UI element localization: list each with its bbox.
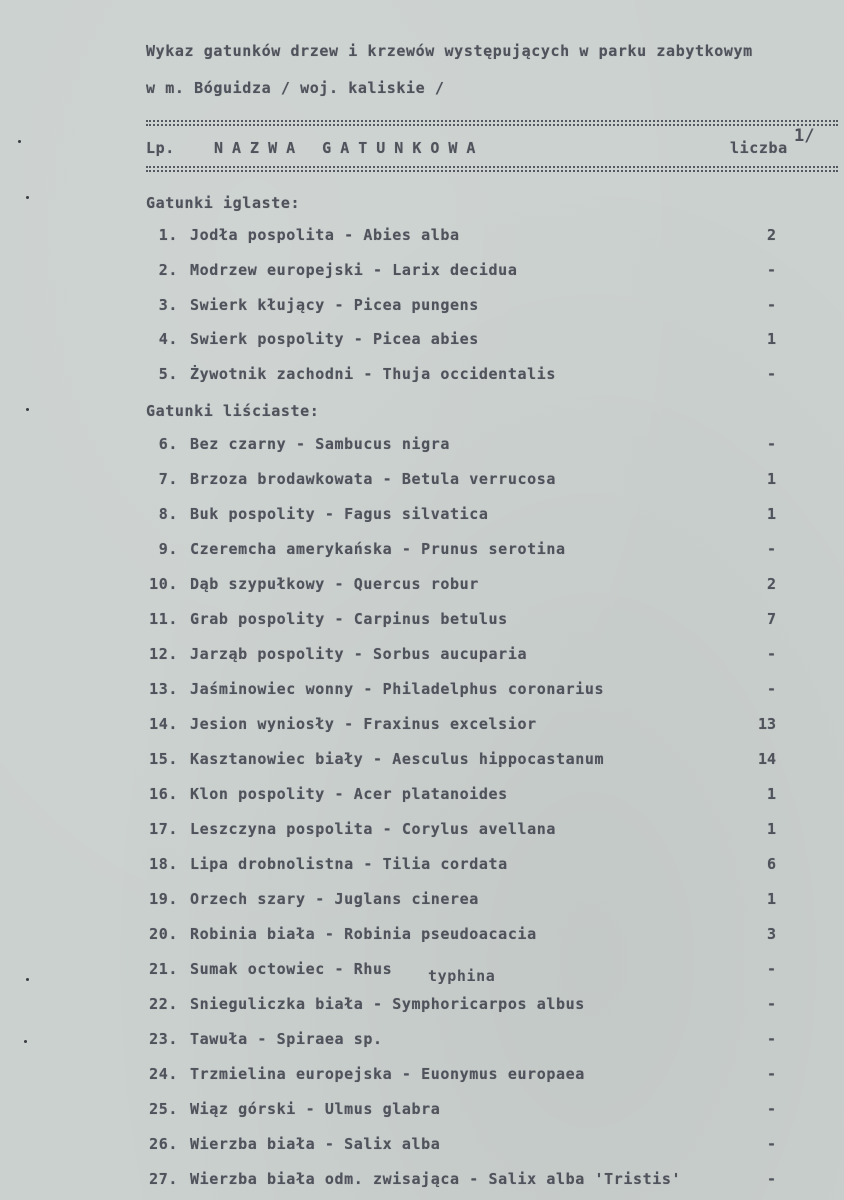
species-count: 1 — [766, 470, 776, 488]
row-number: 13. — [149, 680, 178, 698]
document-title-line1: Wykaz gatunków drzew i krzewów występujących w parku zabytkowym — [146, 42, 753, 60]
species-name: Snieguliczka biała - Symphoricarpos albus — [190, 995, 585, 1013]
species-name: Sumak octowiec - Rhus — [190, 960, 393, 978]
row-number: 18. — [149, 855, 178, 873]
species-name: Robinia biała - Robinia pseudoacacia — [190, 925, 537, 943]
row-number: 15. — [149, 750, 178, 768]
row-number: 25. — [149, 1100, 178, 1118]
column-header-lp: Lp. — [146, 139, 175, 157]
column-header-name: NAZWA GATUNKOWA — [214, 139, 485, 157]
species-name: Lipa drobnolistna - Tilia cordata — [190, 855, 508, 873]
species-count: - — [766, 435, 776, 453]
row-number: 27. — [149, 1170, 178, 1188]
species-count: - — [766, 645, 776, 663]
row-number: 24. — [149, 1065, 178, 1083]
margin-mark — [26, 408, 29, 411]
species-name: Grab pospolity - Carpinus betulus — [190, 610, 508, 628]
row-number: 19. — [149, 890, 178, 908]
species-count: - — [766, 296, 776, 314]
species-name: Czeremcha amerykańska - Prunus serotina — [190, 540, 566, 558]
row-number: 14. — [149, 715, 178, 733]
species-name: Swierk kłujący - Picea pungens — [190, 296, 479, 314]
species-name: Tawuła - Spiraea sp. — [190, 1030, 383, 1048]
row-number: 20. — [149, 925, 178, 943]
species-count: 13 — [757, 715, 776, 733]
species-name: Modrzew europejski - Larix decidua — [190, 261, 518, 279]
species-count: 1 — [766, 785, 776, 803]
species-count: 14 — [757, 750, 776, 768]
row-number: 2. — [158, 261, 178, 279]
row-number: 10. — [149, 575, 178, 593]
row-number: 6. — [158, 435, 178, 453]
species-count: - — [766, 540, 776, 558]
species-count: - — [766, 1065, 776, 1083]
species-name: Jaśminowiec wonny - Philadelphus coronarius — [190, 680, 605, 698]
species-count: - — [766, 365, 776, 383]
species-count: 6 — [766, 855, 776, 873]
species-name: Wiąz górski - Ulmus glabra — [190, 1100, 441, 1118]
species-name: Leszczyna pospolita - Corylus avellana — [190, 820, 556, 838]
species-count: - — [766, 960, 776, 978]
section-heading-conifers: Gatunki iglaste: — [146, 194, 301, 212]
row-number: 11. — [149, 610, 178, 628]
species-count: 3 — [766, 925, 776, 943]
species-count: 1 — [766, 890, 776, 908]
row-number: 4. — [158, 330, 178, 348]
species-count: - — [766, 1135, 776, 1153]
species-name: Jarząb pospolity - Sorbus aucuparia — [190, 645, 528, 663]
row-number: 12. — [149, 645, 178, 663]
row-number: 21. — [149, 960, 178, 978]
species-count: - — [766, 1100, 776, 1118]
margin-mark — [18, 140, 21, 143]
row-number: 17. — [149, 820, 178, 838]
species-count: - — [766, 680, 776, 698]
species-name: Jesion wyniosły - Fraxinus excelsior — [190, 715, 537, 733]
species-name: Bez czarny - Sambucus nigra — [190, 435, 451, 453]
row-21-name-suffix: typhina — [428, 967, 496, 985]
row-number: 9. — [158, 540, 178, 558]
row-number: 1. — [158, 226, 178, 244]
row-number: 16. — [149, 785, 178, 803]
row-number: 5. — [158, 365, 178, 383]
row-number: 26. — [149, 1135, 178, 1153]
species-name: Dąb szypułkowy - Quercus robur — [190, 575, 479, 593]
species-count: - — [766, 1170, 776, 1188]
top-separator — [146, 120, 838, 126]
margin-mark — [26, 978, 29, 981]
species-name: Klon pospolity - Acer platanoides — [190, 785, 508, 803]
section-heading-deciduous: Gatunki liściaste: — [146, 402, 320, 420]
species-count: - — [766, 1030, 776, 1048]
species-name: Swierk pospolity - Picea abies — [190, 330, 479, 348]
row-number: 22. — [149, 995, 178, 1013]
margin-mark — [24, 1040, 27, 1043]
species-name: Żywotnik zachodni - Thuja occidentalis — [190, 365, 556, 383]
header-separator — [146, 166, 838, 172]
document-title-line2: w m. Bóguidza / woj. kaliskie / — [146, 79, 445, 97]
species-name: Brzoza brodawkowata - Betula verrucosa — [190, 470, 556, 488]
species-name: Orzech szary - Juglans cinerea — [190, 890, 479, 908]
species-count: 2 — [766, 575, 776, 593]
row-number: 8. — [158, 505, 178, 523]
species-count: 1 — [766, 330, 776, 348]
species-name: Wierzba biała - Salix alba — [190, 1135, 441, 1153]
row-number: 23. — [149, 1030, 178, 1048]
species-count: - — [766, 261, 776, 279]
species-name: Jodła pospolita - Abies alba — [190, 226, 460, 244]
species-count: - — [766, 995, 776, 1013]
species-count: 7 — [766, 610, 776, 628]
species-count: 2 — [766, 226, 776, 244]
count-footnote-mark: 1/ — [794, 126, 815, 146]
column-header-count: liczba — [730, 139, 788, 157]
species-name: Kasztanowiec biały - Aesculus hippocastanum — [190, 750, 605, 768]
species-name: Trzmielina europejska - Euonymus europaea — [190, 1065, 585, 1083]
row-number: 3. — [158, 296, 178, 314]
margin-mark — [26, 196, 29, 199]
row-number: 7. — [158, 470, 178, 488]
species-count: 1 — [766, 820, 776, 838]
species-count: 1 — [766, 505, 776, 523]
species-name: Wierzba biała odm. zwisająca - Salix alba 'Tristis' — [190, 1170, 682, 1188]
species-name: Buk pospolity - Fagus silvatica — [190, 505, 489, 523]
